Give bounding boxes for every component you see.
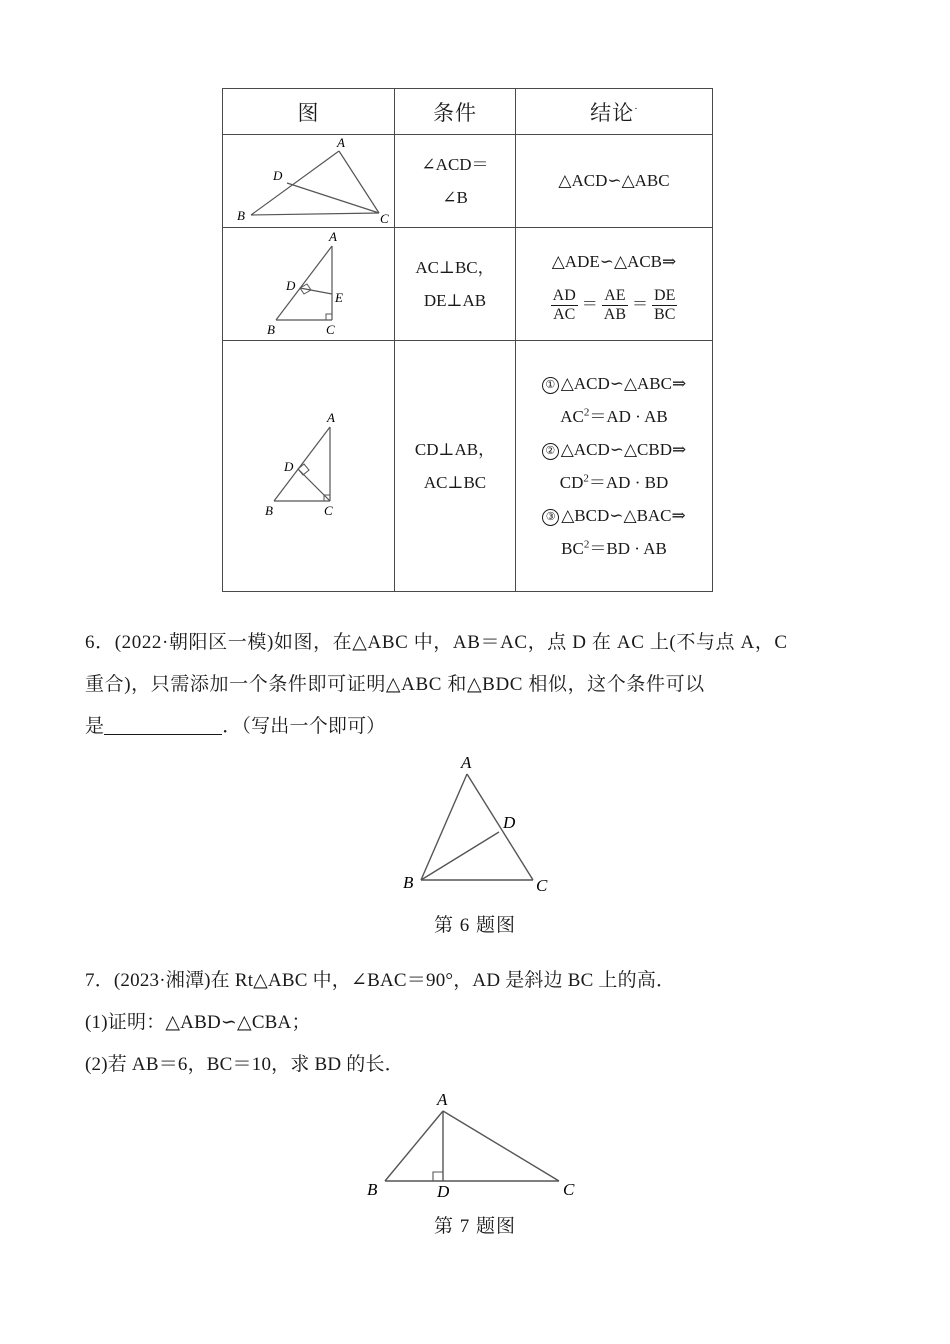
label-c: C bbox=[325, 322, 335, 337]
question-7-line-2: (1)证明：△ABD∽△CBA； bbox=[85, 1012, 311, 1033]
question-6-answer-blank[interactable] bbox=[104, 734, 222, 735]
label-a: A bbox=[336, 135, 345, 150]
label-d: D bbox=[283, 459, 293, 474]
question-7-line-3: (2)若 AB＝6，BC＝10，求 BD 的长． bbox=[85, 1054, 404, 1075]
relation-2: △ACD∽△CBD⇒ bbox=[560, 439, 687, 459]
row2-conclusion-line1: △ADE∽△ACB⇒ bbox=[551, 251, 677, 271]
question-6-line-3 bbox=[85, 706, 867, 748]
label-c: C bbox=[563, 1180, 575, 1199]
row2-figure-cell bbox=[223, 228, 395, 341]
relation-3: △BCD∽△BAC⇒ bbox=[561, 506, 686, 526]
row3-conclusion-item2-relation bbox=[516, 433, 712, 466]
marker-1: ① bbox=[542, 377, 559, 394]
right-triangle-abc-with-d-on-ab-e-on-ac-diagram bbox=[234, 228, 384, 340]
fraction-1-denominator: AC bbox=[553, 305, 576, 323]
result-3-post: ＝BD · AB bbox=[589, 539, 667, 559]
isosceles-triangle-abc-with-bd-diagram bbox=[375, 752, 575, 904]
label-b: B bbox=[403, 873, 414, 892]
question-7-line-1: 7．(2023·湘潭)在 Rt△ABC 中，∠BAC＝90°，AD 是斜边 BC 上的高． bbox=[85, 970, 676, 991]
table-row bbox=[223, 228, 713, 341]
row3-conclusion-cell bbox=[516, 341, 713, 592]
question-6-answer-prefix: 是 bbox=[85, 716, 105, 737]
question-7-block bbox=[85, 960, 867, 1086]
row2-conclusion-cell bbox=[516, 228, 713, 341]
row2-condition-line1: AC⊥BC， bbox=[415, 257, 495, 277]
label-e: E bbox=[334, 290, 343, 305]
row3-conclusion-item2-result bbox=[516, 466, 712, 499]
label-a: A bbox=[437, 1090, 448, 1109]
label-b: B bbox=[264, 503, 273, 518]
result-1-sup: 2 bbox=[583, 406, 590, 419]
result-1-pre: AC bbox=[560, 406, 584, 426]
question-6-block bbox=[85, 622, 867, 748]
label-b: B bbox=[367, 1180, 378, 1199]
question-6-figure-caption: 第 6 题图 bbox=[433, 915, 516, 936]
similarity-summary-table bbox=[222, 88, 713, 592]
right-triangle-abc-with-altitude-ad-diagram bbox=[345, 1085, 605, 1205]
header-conclusion bbox=[516, 89, 713, 135]
label-d: D bbox=[272, 168, 282, 183]
header-figure: 图 bbox=[223, 89, 395, 135]
table-row bbox=[223, 341, 713, 592]
triangle-abc-with-d-on-ab-and-cd-diagram bbox=[229, 135, 389, 227]
row3-condition-cell bbox=[395, 341, 516, 592]
row2-condition-cell bbox=[395, 228, 516, 341]
header-condition: 条件 bbox=[395, 89, 516, 135]
marker-2: ② bbox=[542, 443, 559, 460]
fraction-2-numerator: AE bbox=[604, 286, 626, 304]
header-conclusion-label: 结论 bbox=[590, 100, 635, 125]
row2-condition-line2: DE⊥AB bbox=[423, 291, 487, 310]
question-6-line-1: 6．(2022·朝阳区一模)如图，在△ABC 中，AB＝AC，点 D 在 AC 上(不与点 A，C bbox=[85, 632, 788, 653]
label-d: D bbox=[503, 813, 516, 832]
fraction-1-numerator: AD bbox=[552, 286, 576, 304]
result-3-pre: BC bbox=[561, 539, 584, 559]
result-3-sup: 2 bbox=[583, 538, 590, 551]
label-a: A bbox=[328, 229, 337, 244]
row3-condition-line1: CD⊥AB， bbox=[414, 439, 496, 459]
row1-conclusion-line1: △ACD∽△ABC bbox=[558, 171, 670, 191]
table-header-row bbox=[223, 89, 713, 135]
relation-1: △ACD∽△ABC⇒ bbox=[560, 373, 687, 393]
fraction-2 bbox=[602, 287, 628, 324]
result-2-post: ＝AD · BD bbox=[588, 473, 669, 492]
question-6-figure-wrap bbox=[0, 752, 950, 937]
marker-3: ③ bbox=[542, 509, 559, 526]
label-a: A bbox=[326, 410, 335, 425]
row3-condition-line2: AC⊥BC bbox=[423, 473, 487, 492]
label-c: C bbox=[379, 211, 389, 226]
right-triangle-abc-with-altitude-cd-diagram bbox=[234, 341, 384, 591]
fraction-1 bbox=[551, 287, 578, 324]
fraction-3-numerator: DE bbox=[654, 286, 676, 304]
question-7-figure-caption: 第 7 题图 bbox=[433, 1216, 516, 1237]
row1-condition-line2: ∠B bbox=[442, 188, 468, 207]
label-a: A bbox=[461, 753, 472, 772]
header-tick-mark: · bbox=[634, 102, 638, 115]
label-b: B bbox=[266, 322, 275, 337]
row3-conclusion-item3-relation bbox=[516, 499, 712, 532]
result-1-post: ＝AD · AB bbox=[589, 406, 668, 426]
question-6-answer-suffix: ．（写出一个即可） bbox=[222, 716, 386, 737]
row1-condition-line1: ∠ACD＝ bbox=[421, 154, 489, 174]
result-2-sup: 2 bbox=[583, 472, 589, 485]
fraction-2-denominator: AB bbox=[603, 305, 626, 323]
row3-figure-cell bbox=[223, 341, 395, 592]
label-d: D bbox=[437, 1182, 450, 1201]
row1-figure-cell bbox=[223, 135, 395, 228]
row3-conclusion-item3-result bbox=[516, 532, 712, 565]
label-c: C bbox=[536, 876, 548, 895]
question-7-figure-wrap bbox=[0, 1085, 950, 1238]
equals-1: ＝ bbox=[581, 296, 598, 314]
label-c: C bbox=[323, 503, 333, 518]
row1-conclusion-cell bbox=[516, 135, 713, 228]
row2-fraction-chain bbox=[516, 278, 712, 324]
row3-conclusion-item1-result bbox=[516, 400, 712, 433]
result-2-pre: CD bbox=[559, 473, 584, 492]
question-6-line-2: 重合)，只需添加一个条件即可证明△ABC 和△BDC 相似，这个条件可以 bbox=[85, 674, 705, 695]
table-row bbox=[223, 135, 713, 228]
row3-conclusion-item1-relation bbox=[516, 367, 712, 400]
label-d: D bbox=[285, 278, 295, 293]
fraction-3-denominator: BC bbox=[654, 305, 676, 323]
fraction-3 bbox=[652, 287, 677, 324]
equals-2: ＝ bbox=[632, 296, 649, 314]
row1-condition-cell bbox=[395, 135, 516, 228]
label-b: B bbox=[236, 208, 245, 223]
